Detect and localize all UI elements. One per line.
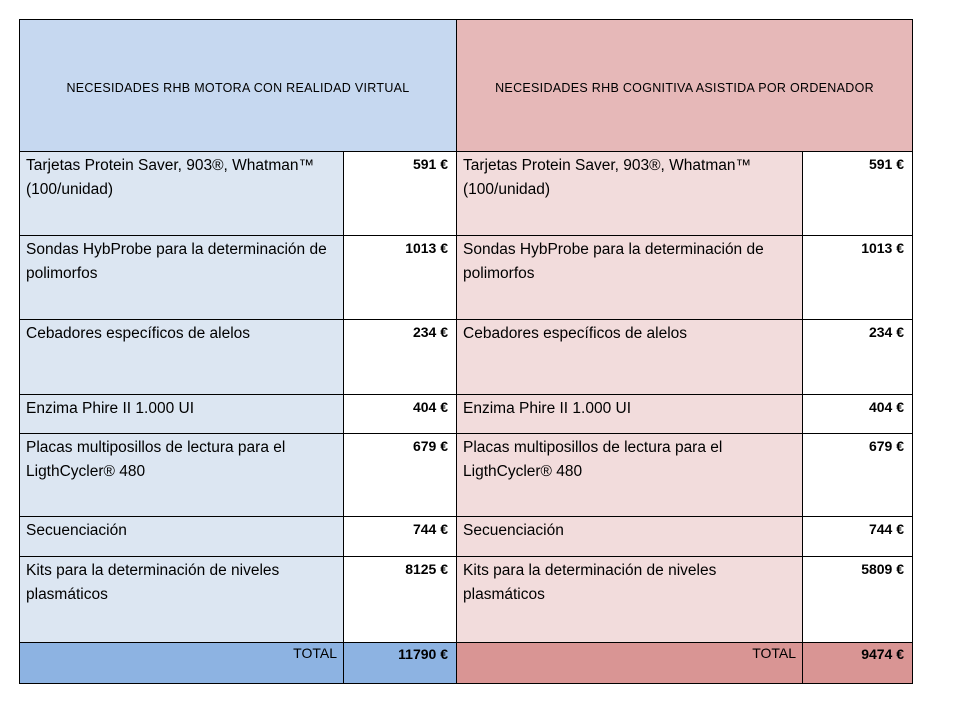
right-item-cell: Secuenciación	[457, 517, 803, 557]
header-motora-label: NECESIDADES RHB MOTORA CON REALIDAD VIRTUAL	[66, 80, 410, 95]
left-price-cell: 1013 €	[344, 236, 457, 320]
left-price-cell: 8125 €	[344, 557, 457, 643]
table-row	[20, 236, 913, 320]
left-item-cell: Cebadores específicos de alelos	[20, 320, 344, 395]
total-label-left: TOTAL	[20, 643, 344, 684]
right-item-cell: Enzima Phire II 1.000 UI	[457, 395, 803, 434]
left-item-cell: Sondas HybProbe para la determinación de polimorfos	[20, 236, 344, 320]
right-item-cell: Kits para la determinación de niveles plasmáticos	[457, 557, 803, 643]
left-price-cell: 744 €	[344, 517, 457, 557]
header-row	[20, 20, 913, 152]
right-item-cell: Placas multiposillos de lectura para el LigthCycler® 480	[457, 434, 803, 517]
right-price-cell: 1013 €	[803, 236, 913, 320]
total-value-left: 11790 €	[344, 643, 457, 684]
left-price-cell: 591 €	[344, 152, 457, 236]
left-price-cell: 679 €	[344, 434, 457, 517]
table-row	[20, 395, 913, 434]
left-item-cell: Enzima Phire II 1.000 UI	[20, 395, 344, 434]
right-price-cell: 591 €	[803, 152, 913, 236]
right-price-cell: 744 €	[803, 517, 913, 557]
left-item-cell: Placas multiposillos de lectura para el LigthCycler® 480	[20, 434, 344, 517]
total-row	[20, 643, 913, 684]
left-item-cell: Tarjetas Protein Saver, 903®, Whatman™ (100/unidad)	[20, 152, 344, 236]
right-item-cell: Sondas HybProbe para la determinación de polimorfos	[457, 236, 803, 320]
left-item-cell: Secuenciación	[20, 517, 344, 557]
table-row	[20, 557, 913, 643]
total-label-right: TOTAL	[457, 643, 803, 684]
right-price-cell: 679 €	[803, 434, 913, 517]
right-item-cell: Cebadores específicos de alelos	[457, 320, 803, 395]
budget-table	[19, 19, 913, 684]
table-row	[20, 517, 913, 557]
header-cognitiva-label: NECESIDADES RHB COGNITIVA ASISTIDA POR ORDENADOR	[495, 80, 874, 95]
total-value-right: 9474 €	[803, 643, 913, 684]
left-price-cell: 234 €	[344, 320, 457, 395]
right-price-cell: 404 €	[803, 395, 913, 434]
right-price-cell: 5809 €	[803, 557, 913, 643]
table-row	[20, 320, 913, 395]
left-price-cell: 404 €	[344, 395, 457, 434]
header-cognitiva	[457, 20, 913, 152]
table-row	[20, 152, 913, 236]
right-price-cell: 234 €	[803, 320, 913, 395]
left-item-cell: Kits para la determinación de niveles plasmáticos	[20, 557, 344, 643]
header-motora	[20, 20, 457, 152]
table-row	[20, 434, 913, 517]
right-item-cell: Tarjetas Protein Saver, 903®, Whatman™ (100/unidad)	[457, 152, 803, 236]
